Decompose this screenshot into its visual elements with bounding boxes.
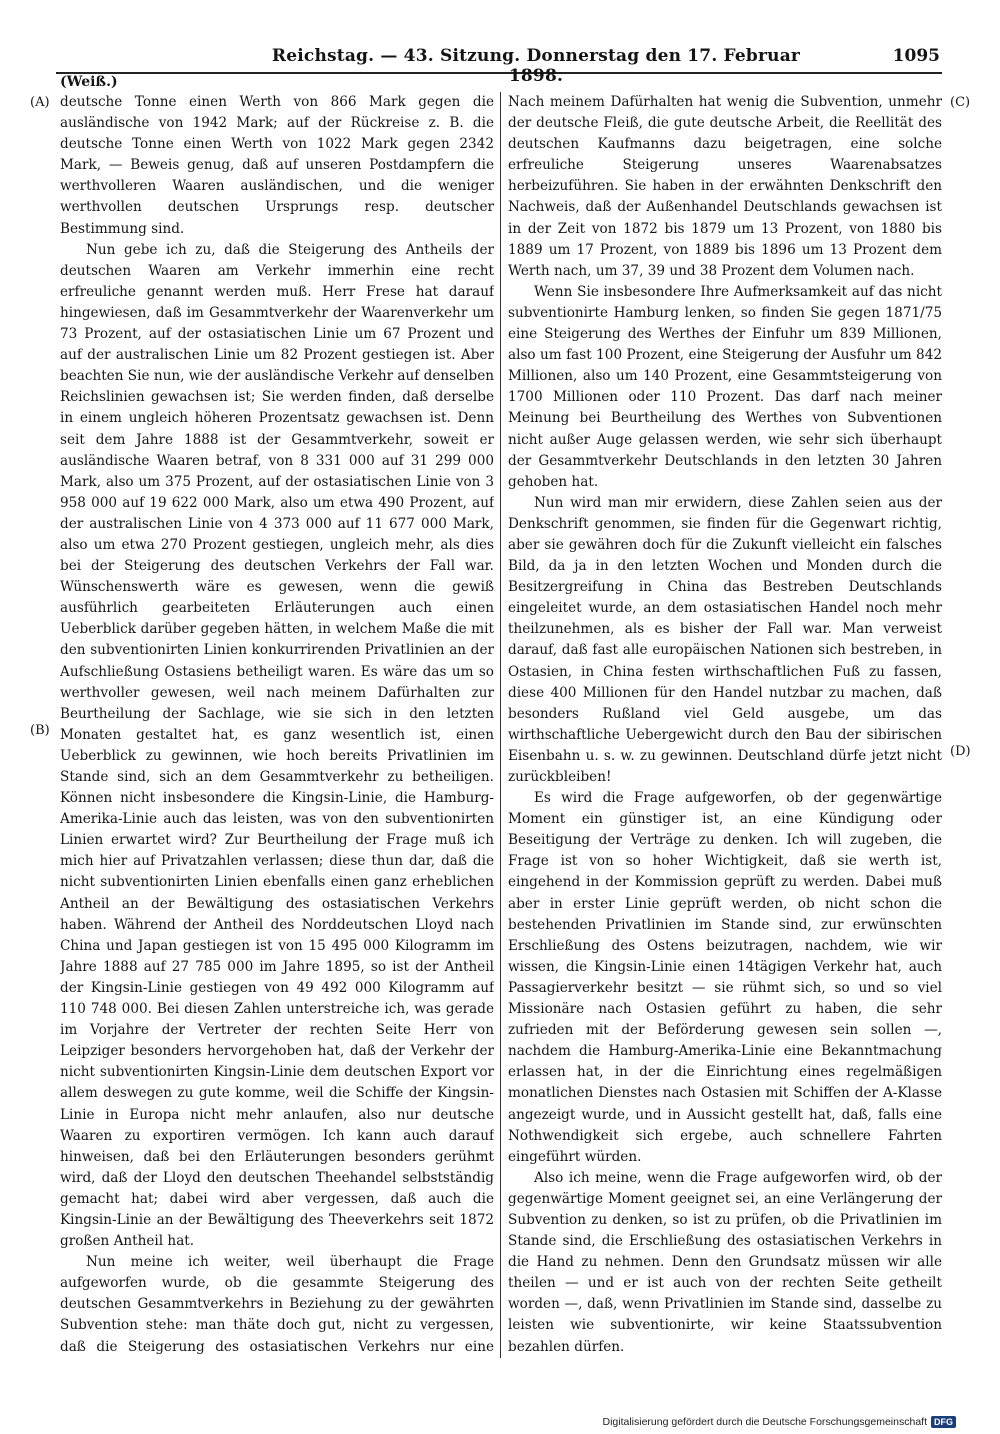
running-title: Reichstag. — 43. Sitzung. Donnerstag den 17. Februar 1898.: [271, 46, 801, 86]
column-divider: [500, 92, 501, 1358]
dfg-logo: DFG: [931, 1416, 956, 1428]
paragraph: Nun gebe ich zu, daß die Steigerung des Antheils der deutschen Waaren am Verkehr immerhin eine recht erfreuliche genannt werden muß. Herr Frese hat darauf hingewiesen, daß im Gesammtverkehr der Waarenverkehr um 73 Prozent, auf der ostasiatischen Linie um 67 Prozent und auf der australischen Linie um 82 Prozent gestiegen ist. Aber beachten Sie nun, wie der ausländische Verkehr auf denselben Reichslinien gewachsen ist; Sie werden finden, daß derselbe in einem ungleich höheren Prozentsatz gewachsen ist. Denn seit dem Jahre 1888 ist der Gesammtverkehr, soweit er ausländische Waaren betraf, von 8 331 000 auf 31 299 000 Mark, also um 375 Prozent, auf der ostasiatischen Linie von 3 958 000 auf 19 622 000 Mark, also um etwa 490 Prozent, auf der australischen Linie von 4 373 000 auf 11 677 000 Mark, also um etwa 270 Prozent gestiegen, ungleich mehr, als dies bei der Steigerung des deutschen Verkehrs der Fall war. Wünschenswerth wäre es gewesen, wenn die gewiß ausführlich gearbeiteten Erläuterungen auch einen Ueberblick darüber gegeben hätten, in welchem Maße die mit den subventionirten Linien konkurrirenden Privatlinien an der Aufschließung Ostasiens betheiligt waren. Es wäre das um so werthvoller gewesen, weil nach meinem Dafürhalten zur Beurtheilung der Sachlage, wie sie sich in den letzten Monaten gestaltet hat, es ganz wesentlich ist, einen Ueberblick zu gewinnen, wie hoch bereits Privatlinien im Stande sind, sich an dem Gesammtverkehr zu betheiligen. Können nicht insbesondere die Kingsin-Linie, die Hamburg-Amerika-Linie auch das leisten, was von den subventionirten Linien erwartet wird? Zur Beurtheilung der Frage muß ich mich hier auf Privatzahlen verlassen; diese thun dar, daß die nicht subventionirten Linien ebenfalls einen ganz erheblichen Antheil an der Bewältigung des ostasiatischen Verkehrs haben. Während der Antheil des Norddeutschen Lloyd nach China und Japan gestiegen ist von 15 495 000 Kilogramm im Jahre 1888 auf 27 785 000 im Jahre 1895, so ist der Antheil der Kingsin-Linie gestiegen von 49 492 000 Kilogramm auf 110 748 000. Bei diesen Zahlen unterstreiche ich, was gerade im Vorjahre der Vertreter der rechten Seite Herr von Leipziger besonders hervorgehoben hat, daß der Verkehr der nicht subventionirten Kingsin-Linie dem deutschen Export vor allem deswegen zu gute komme, weil die Schiffe der Kingsin-Linie in Europa nicht mehr anlaufen, also nur deutsche Waaren zu exportiren vermögen. Ich kann auch darauf hinweisen, daß bei den Erläuterungen besonders gerühmt wird, daß der Lloyd den deutschen Theehandel selbstständig gemacht hat; dabei wird aber vergessen, daß auch die Kingsin-Linie an der Bewältigung des Theeverkehrs seit 1872 großen Antheil hat.: [60, 241, 494, 1250]
speaker-name: (Weiß.): [60, 74, 118, 90]
margin-marker-b: (B): [30, 723, 50, 738]
paragraph: Es wird die Frage aufgeworfen, ob der gegenwärtige Moment ein günstiger ist, an eine Kündigung oder Beseitigung der Verträge zu denken. Ich will zugeben, die Frage ist von so hoher Wichtigkeit, daß sie werth ist, eingehend in der Kommission geprüft zu werden. Dabei muß aber in erster Linie geprüft werden, ob nicht schon die bestehenden Privatlinien im Stande sind, zur erwünschten Erschließung des Ostens beizutragen, nachdem, wie wir wissen, die Kingsin-Linie einen 14tägigen Verkehr hat, auch Passagierverkehr besitzt — sie rühmt sich, so und so viel Missionäre nach Ostasien geführt zu haben, die sehr zufrieden mit der Beförderung gewesen sein sollen —, nachdem die Hamburg-Amerika-Linie eine Bekanntmachung erlassen hat, in der die Einrichtung eines regelmäßigen monatlichen Dienstes nach Ostasien mit Schiffen der A-Klasse angezeigt wurde, und in Aussicht gestellt hat, daß, falls eine Nothwendigkeit sich ergebe, auch schnellere Fahrten eingeführt würden.: [508, 790, 942, 1165]
paragraph: Nun meine ich weiter, weil überhaupt die Frage aufgeworfen wurde, ob die gesammte Steigerung des deutschen Gesammtverkehrs in Beziehung zu der gewährten Subvention stehe: man thäte doch gut, nicht zu vergessen, daß die Steigerung des ostasiatischen Verkehrs nur eine: [60, 1254, 494, 1355]
paragraph: Also ich meine, wenn die Frage aufgeworfen wird, ob der gegenwärtige Moment geeignet sei, an eine Verlängerung der Subvention zu denken, so ist zu prüfen, ob die Privatlinien im Stande sind, die Erschließung des ostasiatischen Verkehrs in die Hand zu nehmen. Denn den Grundsatz müssen wir alle theilen — und er ist auch von der rechten Seite getheilt worden —, daß, wenn Privatlinien im Stande sind, dasselbe zu leisten wie subventionirte, wir keine Staatssubvention bezahlen dürfen.: [508, 1169, 942, 1355]
margin-marker-a: (A): [30, 95, 50, 110]
paragraph: Wenn Sie insbesondere Ihre Aufmerksamkeit auf das nicht subventionirte Hamburg lenken, so finden Sie gegen 1871/75 eine Steigerung des Werthes der Einfuhr um 839 Millionen, also um fast 100 Prozent, eine Steigerung der Ausfuhr um 842 Millionen, also um 140 Prozent, eine Gesammtsteigerung von 1700 Millionen oder 110 Prozent. Das darf nach meiner Meinung bei Beurtheilung des Werthes von Subventionen nicht außer Auge gelassen werden, wie sehr sich überhaupt der Gesammtverkehr Deutschlands in den letzten 30 Jahren gehoben hat.: [508, 283, 942, 490]
paragraph: Nach meinem Dafürhalten hat wenig die Subvention, unmehr der deutsche Fleiß, die gute deutsche Arbeit, die Reellität des deutschen Kaufmanns dazu beigetragen, eine solche erfreuliche Steigerung unseres Waarenabsatzes herbeizuführen. Sie haben in der erwähnten Denkschrift den Nachweis, daß der Außenhandel Deutschlands gewachsen ist in der Zeit von 1872 bis 1879 um 13 Prozent, von 1880 bis 1889 um 17 Prozent, von 1889 bis 1896 um 13 Prozent dem Werth nach, um 37, 39 und 38 Prozent dem Volumen nach.: [508, 94, 942, 279]
margin-marker-d: (D): [950, 744, 971, 759]
margin-marker-c: (C): [950, 95, 971, 110]
paragraph: deutsche Tonne einen Werth von 866 Mark gegen die ausländische von 1942 Mark; auf der Rückreise z. B. die deutsche Tonne einen Werth von 1022 Mark gegen 2342 Mark, — Beweis genug, daß auf unseren Postdampfern die werthvolleren Waaren ausländischen, und die weniger werthvollen deutschen Ursprungs resp. deutscher Bestimmung sind.: [60, 94, 494, 237]
left-column: [60, 92, 494, 1358]
page-number: 1095: [892, 46, 940, 66]
credit-text: Digitalisierung gefördert durch die Deutsche Forschungsgemeinschaft: [602, 1416, 927, 1428]
right-column: [508, 92, 942, 1358]
paragraph: Nun wird man mir erwidern, diese Zahlen seien aus der Denkschrift genommen, sie finden für die Gegenwart richtig, aber sie gewähren doch für die Zukunft vielleicht ein falsches Bild, da ja in den letzten Wochen und Monden durch die Besitzergreifung in China das Bestreben Deutschlands eingeleitet wurde, an dem ostasiatischen Handel noch mehr theilzunehmen, als es bisher der Fall war. Man verweist darauf, daß fast alle europäischen Nationen sich bestreben, in Ostasien, in China festen wirthschaftlichen Fuß zu fassen, diese 400 Millionen für den Handel nutzbar zu machen, daß besonders Rußland viel Geld ausgebe, um das wirthschaftliche Uebergewicht durch den Bau der sibirischen Eisenbahn u. s. w. zu gewinnen. Deutschland dürfe jetzt nicht zurückbleiben!: [508, 494, 942, 785]
digitization-credit: [602, 1416, 956, 1428]
